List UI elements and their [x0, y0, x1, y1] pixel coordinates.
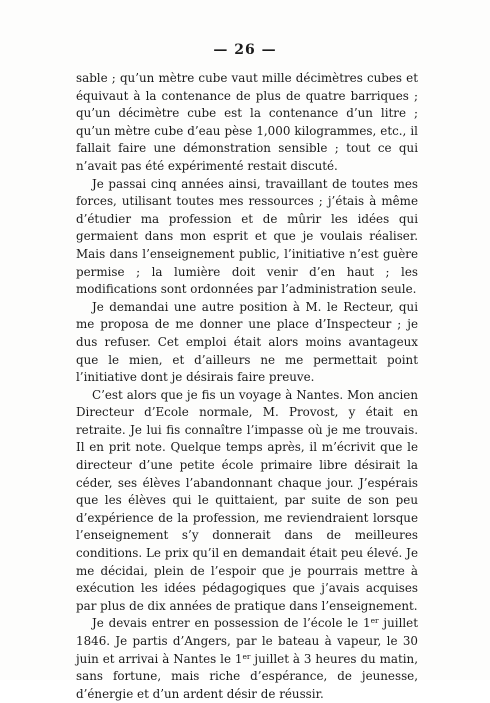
paragraph: [76, 70, 418, 176]
superscript-text: er: [370, 616, 379, 626]
paragraph-text: Je devais entrer en possession de l’école le 1: [92, 616, 371, 631]
paragraph: [76, 176, 418, 299]
body-text: [76, 70, 418, 703]
paragraph-text: sable ; qu’un mètre cube vaut mille décimètres cubes et équivaut à la contenance de plus de quatre barriques ; qu’un décimètre cube est la contenance d’un litre ; qu’un mètre cube d’eau pèse 1,000 kilogrammes, etc., il fallait faire une démonstration sensible ; tout ce qui n’avait pas été expérimenté restait discuté.: [76, 71, 418, 173]
paragraph-text: Je demandai une autre position à M. le Recteur, qui me proposa de me donner une place d’Inspecteur ; je dus refuser. Cet emploi était alors moins avantageux que le mien, et d’ailleurs ne me permettait point l’initiative dont je désirais faire preuve.: [76, 299, 418, 385]
page-number: — 26 —: [213, 42, 277, 58]
superscript-text: er: [242, 651, 251, 661]
paragraph: [76, 387, 418, 616]
paragraph: [76, 299, 418, 387]
paragraph-text: juillet 1846. Je partis d’Angers, par le bateau à vapeur, le 30 juin et arrivai à Nantes le 1: [76, 616, 418, 666]
paragraph: [76, 615, 418, 703]
paragraph-text: Je passai cinq années ainsi, travaillant de toutes mes forces, utilisant toutes mes ressources ; j’étais à même d’étudier ma profession et de mûrir les idées qui germaient dans mon esprit et que je voulais réaliser. Mais dans l’enseignement public, l’initiative n’est guère permise ; la lumière doit venir d’en haut ; les modifications sont ordonnées par l’administration seule.: [76, 176, 418, 297]
paragraph-text: C’est alors que je fis un voyage à Nantes. Mon ancien Directeur d’Ecole normale, M. Provost, y était en retraite. Je lui fis connaître l’impasse où je me trouvais. Il en prit note. Quelque temps après, il m’écrivit que le directeur d’une petite école primaire libre désirait la céder, ses élèves l’abandonnant chaque jour. J’espérais que les élèves qui le quittaient, par suite de son peu d’expérience de la profession, me reviendraient lorsque l’enseignement s’y donnerait dans de meilleures conditions. Le prix qu’il en demandait était peu élevé. Je me décidai, plein de l’espoir que je pourrais mettre à exécution les idées pédagogiques que j’avais acquises par plus de dix années de pratique dans l’enseignement.: [76, 387, 418, 613]
paragraph-text: juillet à 3 heures du matin, sans fortune, mais riche d’espérance, de jeunesse, d’énergie et d’un ardent désir de réussir.: [76, 651, 418, 701]
